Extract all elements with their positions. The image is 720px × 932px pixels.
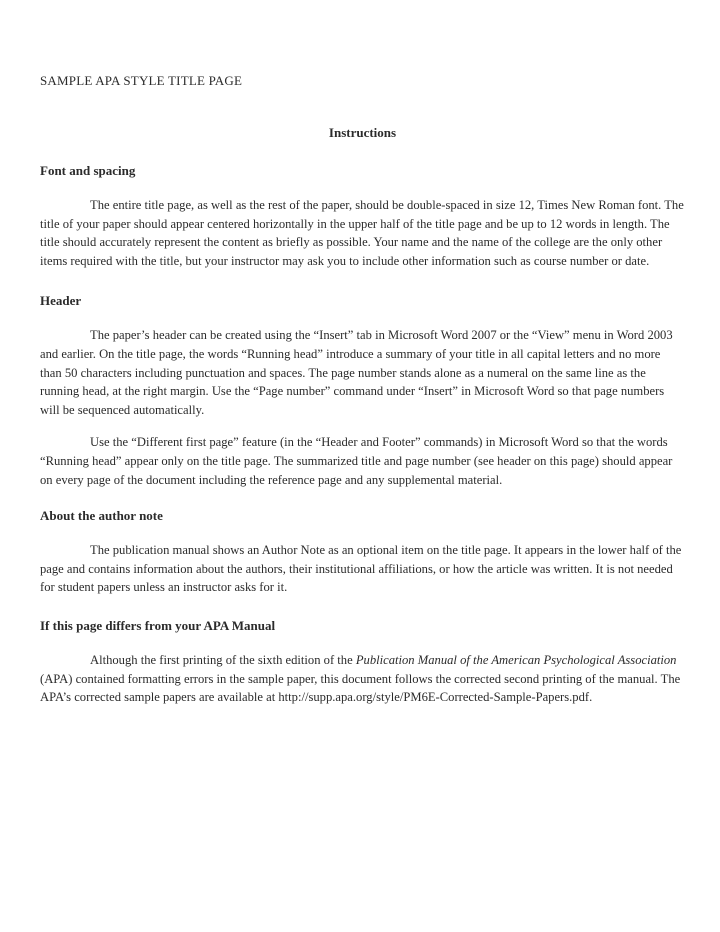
section-heading: Font and spacing — [40, 163, 136, 178]
paragraph: The entire title page, as well as the rest of the paper, should be double-spaced in size 12, Times New Roman font. The title of your paper should appear centered horizontally in the upper half of the title page and be up to 12 words in length. The title should accurately represent the content as briefly as possible. Your name and the name of the college are the only other items required with the title, but your instructor may ask you to include other information such as course number or date. — [40, 198, 684, 268]
paragraph: Use the “Different first page” feature (in the “Header and Footer” commands) in Microsoft Word so that the words “Running head” appear only on the title page. The summarized title and page number (see header on this page) should appear on every page of the document including the reference page and any supplemental material. — [40, 435, 673, 487]
section-heading: If this page differs from your APA Manual — [40, 617, 276, 633]
section-about-the-author-note — [40, 507, 685, 597]
section-heading: About the author note — [40, 508, 163, 524]
section-font-and-spacing — [40, 162, 685, 270]
paragraph-text-before-title: Although the first printing of the sixth edition of the — [90, 652, 356, 667]
paragraph: The paper’s header can be created using the “Insert” tab in Microsoft Word 2007 or the “View” menu in Word 2003 and earlier. On the title page, the words “Running head” introduce a summary of your title in all capital letters and no more than 50 characters including punctuation and spaces. The page number stands alone as a numeral on the same line as the running head, at the right margin. Use the “Page number” command under “Insert” in Microsoft Word so that page numbers will be sequenced automatically. — [40, 328, 673, 417]
document-label: SAMPLE APA STYLE TITLE PAGE — [40, 73, 243, 88]
paragraph: The publication manual shows an Author Note as an optional item on the title page. It appears in the lower half of the page and contains information about the authors, their institutional affiliations, or how the article was written. It is not needed for student papers unless an instructor asks for it. — [40, 543, 682, 595]
paragraph — [40, 651, 685, 707]
instructions-heading: Instructions — [328, 125, 397, 140]
section-apa-manual-differences — [40, 617, 685, 707]
book-title: Publication Manual of the American Psychological Association — [355, 652, 677, 667]
paragraph-text-after-title: (APA) contained formatting errors in the sample paper, this document follows the corrected second printing of the manual. The APA’s corrected sample papers are available at http://supp.apa.org/style/PM6E-Corrected-Sample-Papers.pdf. — [40, 671, 681, 705]
document-page — [40, 72, 685, 723]
section-heading: Header — [40, 293, 82, 309]
section-header — [40, 292, 685, 489]
